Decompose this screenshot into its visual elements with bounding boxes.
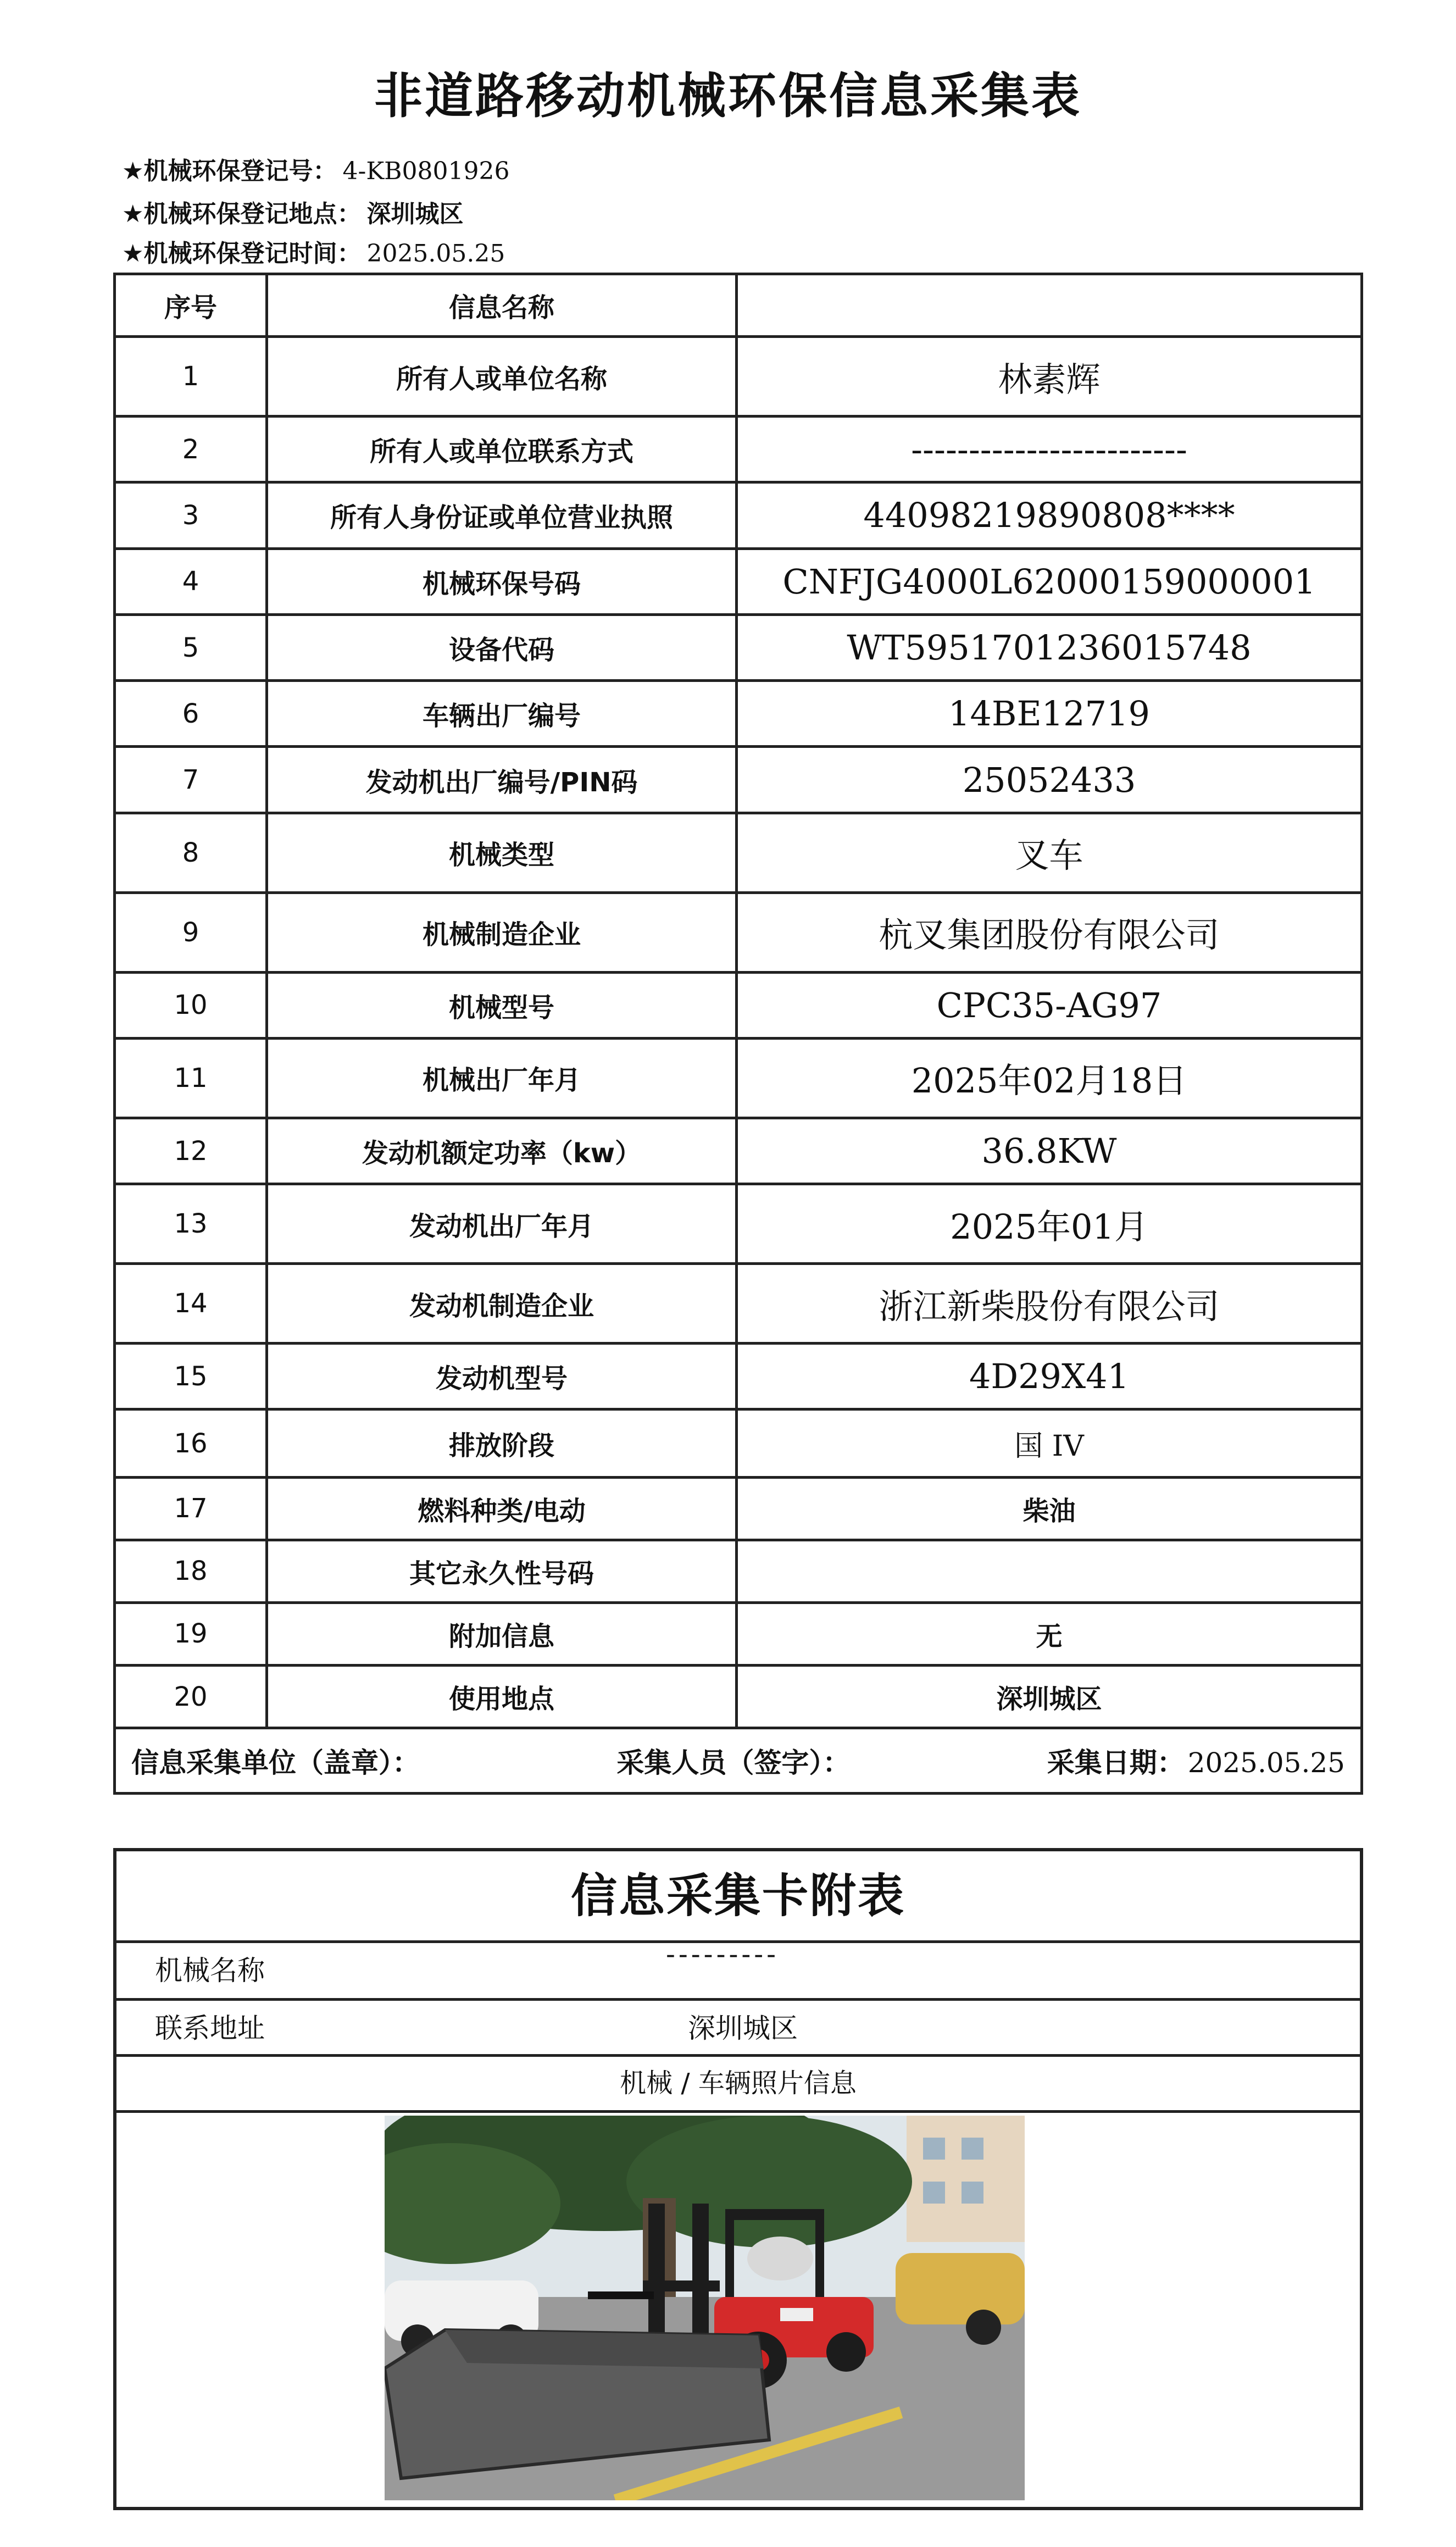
row-field-value: 25052433 xyxy=(737,747,1362,813)
table-row xyxy=(115,972,1362,1038)
row-field-name: 机械出厂年月 xyxy=(267,1038,737,1118)
row-field-value: CNFJG4000L62000159000001 xyxy=(737,548,1362,614)
table-row xyxy=(115,681,1362,747)
document-title: 非道路移动机械环保信息采集表 xyxy=(374,68,1082,124)
row-field-name: 发动机出厂编号/PIN码 xyxy=(267,747,737,813)
table-row xyxy=(115,1038,1362,1118)
row-number: 5 xyxy=(115,614,267,680)
row-field-value xyxy=(737,1540,1362,1602)
row-field-name: 机械类型 xyxy=(267,813,737,892)
appendix-address-row xyxy=(116,2001,1360,2057)
row-field-name: 机械制造企业 xyxy=(267,892,737,972)
row-field-name: 燃料种类/电动 xyxy=(267,1477,737,1540)
collection-date-label: 采集日期： xyxy=(1047,1747,1185,1779)
registration-number xyxy=(122,155,509,188)
photo-header: 机械 / 车辆照片信息 xyxy=(116,2057,1360,2113)
photo-yellow-car xyxy=(896,2253,1025,2324)
row-field-value: 2025年02月18日 xyxy=(737,1038,1362,1118)
row-number: 2 xyxy=(115,417,267,482)
row-field-value: 44098219890808**** xyxy=(737,482,1362,548)
row-field-name: 设备代码 xyxy=(267,614,737,680)
address-label: 联系地址 xyxy=(155,2012,265,2044)
row-field-name: 机械型号 xyxy=(267,972,737,1038)
table-row xyxy=(115,1264,1362,1344)
table-row xyxy=(115,1344,1362,1410)
row-field-value: CPC35-AG97 xyxy=(737,972,1362,1038)
row-field-name: 所有人身份证或单位营业执照 xyxy=(267,482,737,548)
row-number: 15 xyxy=(115,1344,267,1410)
table-row xyxy=(115,1666,1362,1728)
footer-cell xyxy=(115,1728,1362,1794)
row-number: 8 xyxy=(115,813,267,892)
registration-time-label: ★机械环保登记时间： xyxy=(122,240,362,268)
row-field-value: 2025年01月 xyxy=(737,1184,1362,1264)
table-header-row xyxy=(115,274,1362,337)
table-row xyxy=(115,747,1362,813)
header-name: 信息名称 xyxy=(267,274,737,337)
row-number: 11 xyxy=(115,1038,267,1118)
row-field-name: 使用地点 xyxy=(267,1666,737,1728)
appendix-machine-name-row xyxy=(116,1938,1360,2001)
table-row xyxy=(115,1118,1362,1184)
table-row xyxy=(115,1540,1362,1602)
row-field-name: 其它永久性号码 xyxy=(267,1540,737,1602)
row-field-value: 深圳城区 xyxy=(737,1666,1362,1728)
row-number: 7 xyxy=(115,747,267,813)
row-field-name: 排放阶段 xyxy=(267,1410,737,1477)
row-field-value: 叉车 xyxy=(737,813,1362,892)
row-number: 6 xyxy=(115,681,267,747)
row-field-name: 所有人或单位联系方式 xyxy=(267,417,737,482)
registration-number-label: ★机械环保登记号： xyxy=(122,157,337,185)
row-number: 13 xyxy=(115,1184,267,1264)
table-footer-row xyxy=(115,1728,1362,1794)
row-number: 10 xyxy=(115,972,267,1038)
row-field-value: 柴油 xyxy=(737,1477,1362,1540)
forklift-wrapped-seat xyxy=(747,2237,813,2280)
header-no: 序号 xyxy=(115,274,267,337)
row-field-value: 浙江新柴股份有限公司 xyxy=(737,1264,1362,1344)
table-row xyxy=(115,548,1362,614)
header-value xyxy=(737,274,1362,337)
appendix-title: 信息采集卡附表 xyxy=(116,1851,1360,1943)
row-field-name: 附加信息 xyxy=(267,1602,737,1665)
row-field-value: 杭叉集团股份有限公司 xyxy=(737,892,1362,972)
row-field-name: 所有人或单位名称 xyxy=(267,337,737,417)
row-field-name: 车辆出厂编号 xyxy=(267,681,737,747)
row-field-name: 发动机制造企业 xyxy=(267,1264,737,1344)
row-field-value: ------------------------ xyxy=(737,417,1362,482)
row-field-value: 无 xyxy=(737,1602,1362,1665)
row-field-name: 发动机型号 xyxy=(267,1344,737,1410)
collection-date xyxy=(1047,1741,1345,1780)
registration-number-value: 4-KB0801926 xyxy=(342,157,510,185)
row-field-value: 14BE12719 xyxy=(737,681,1362,747)
forklift-roof xyxy=(725,2209,824,2220)
registration-place xyxy=(122,198,463,231)
row-field-value: 国 IV xyxy=(737,1410,1362,1477)
collection-date-value: 2025.05.25 xyxy=(1187,1747,1345,1779)
forklift-rear-wheel xyxy=(826,2332,866,2372)
collection-unit-label: 信息采集单位（盖章）： xyxy=(131,1747,420,1779)
info-table xyxy=(113,273,1363,1795)
registration-place-value: 深圳城区 xyxy=(366,200,464,228)
row-number: 12 xyxy=(115,1118,267,1184)
row-field-value: 36.8KW xyxy=(737,1118,1362,1184)
row-number: 1 xyxy=(115,337,267,417)
row-number: 14 xyxy=(115,1264,267,1344)
forklift-photo xyxy=(385,2116,1025,2500)
row-field-value: 4D29X41 xyxy=(737,1344,1362,1410)
table-row xyxy=(115,1602,1362,1665)
table-row xyxy=(115,1477,1362,1540)
row-field-value: 林素辉 xyxy=(737,337,1362,417)
row-number: 20 xyxy=(115,1666,267,1728)
table-row xyxy=(115,337,1362,417)
registration-time xyxy=(122,237,505,270)
photo-building xyxy=(907,2116,1025,2242)
table-row xyxy=(115,1410,1362,1477)
row-number: 4 xyxy=(115,548,267,614)
row-number: 18 xyxy=(115,1540,267,1602)
address-value: 深圳城区 xyxy=(688,2012,798,2044)
collector-label: 采集人员（签字）： xyxy=(616,1747,851,1779)
row-number: 17 xyxy=(115,1477,267,1540)
row-field-name: 发动机出厂年月 xyxy=(267,1184,737,1264)
row-field-name: 机械环保号码 xyxy=(267,548,737,614)
row-number: 19 xyxy=(115,1602,267,1665)
row-field-name: 发动机额定功率（kw） xyxy=(267,1118,737,1184)
registration-place-label: ★机械环保登记地点： xyxy=(122,200,362,228)
table-row xyxy=(115,417,1362,482)
table-row xyxy=(115,482,1362,548)
table-row xyxy=(115,813,1362,892)
row-field-value: WT5951701236015748 xyxy=(737,614,1362,680)
table-row xyxy=(115,614,1362,680)
row-number: 16 xyxy=(115,1410,267,1477)
registration-time-value: 2025.05.25 xyxy=(366,240,505,268)
forklift-fork xyxy=(588,2291,654,2299)
machine-name-value: --------- xyxy=(666,1938,780,1970)
table-row xyxy=(115,1184,1362,1264)
row-number: 9 xyxy=(115,892,267,972)
table-row xyxy=(115,892,1362,972)
row-number: 3 xyxy=(115,482,267,548)
machine-name-label: 机械名称 xyxy=(155,1955,265,1986)
